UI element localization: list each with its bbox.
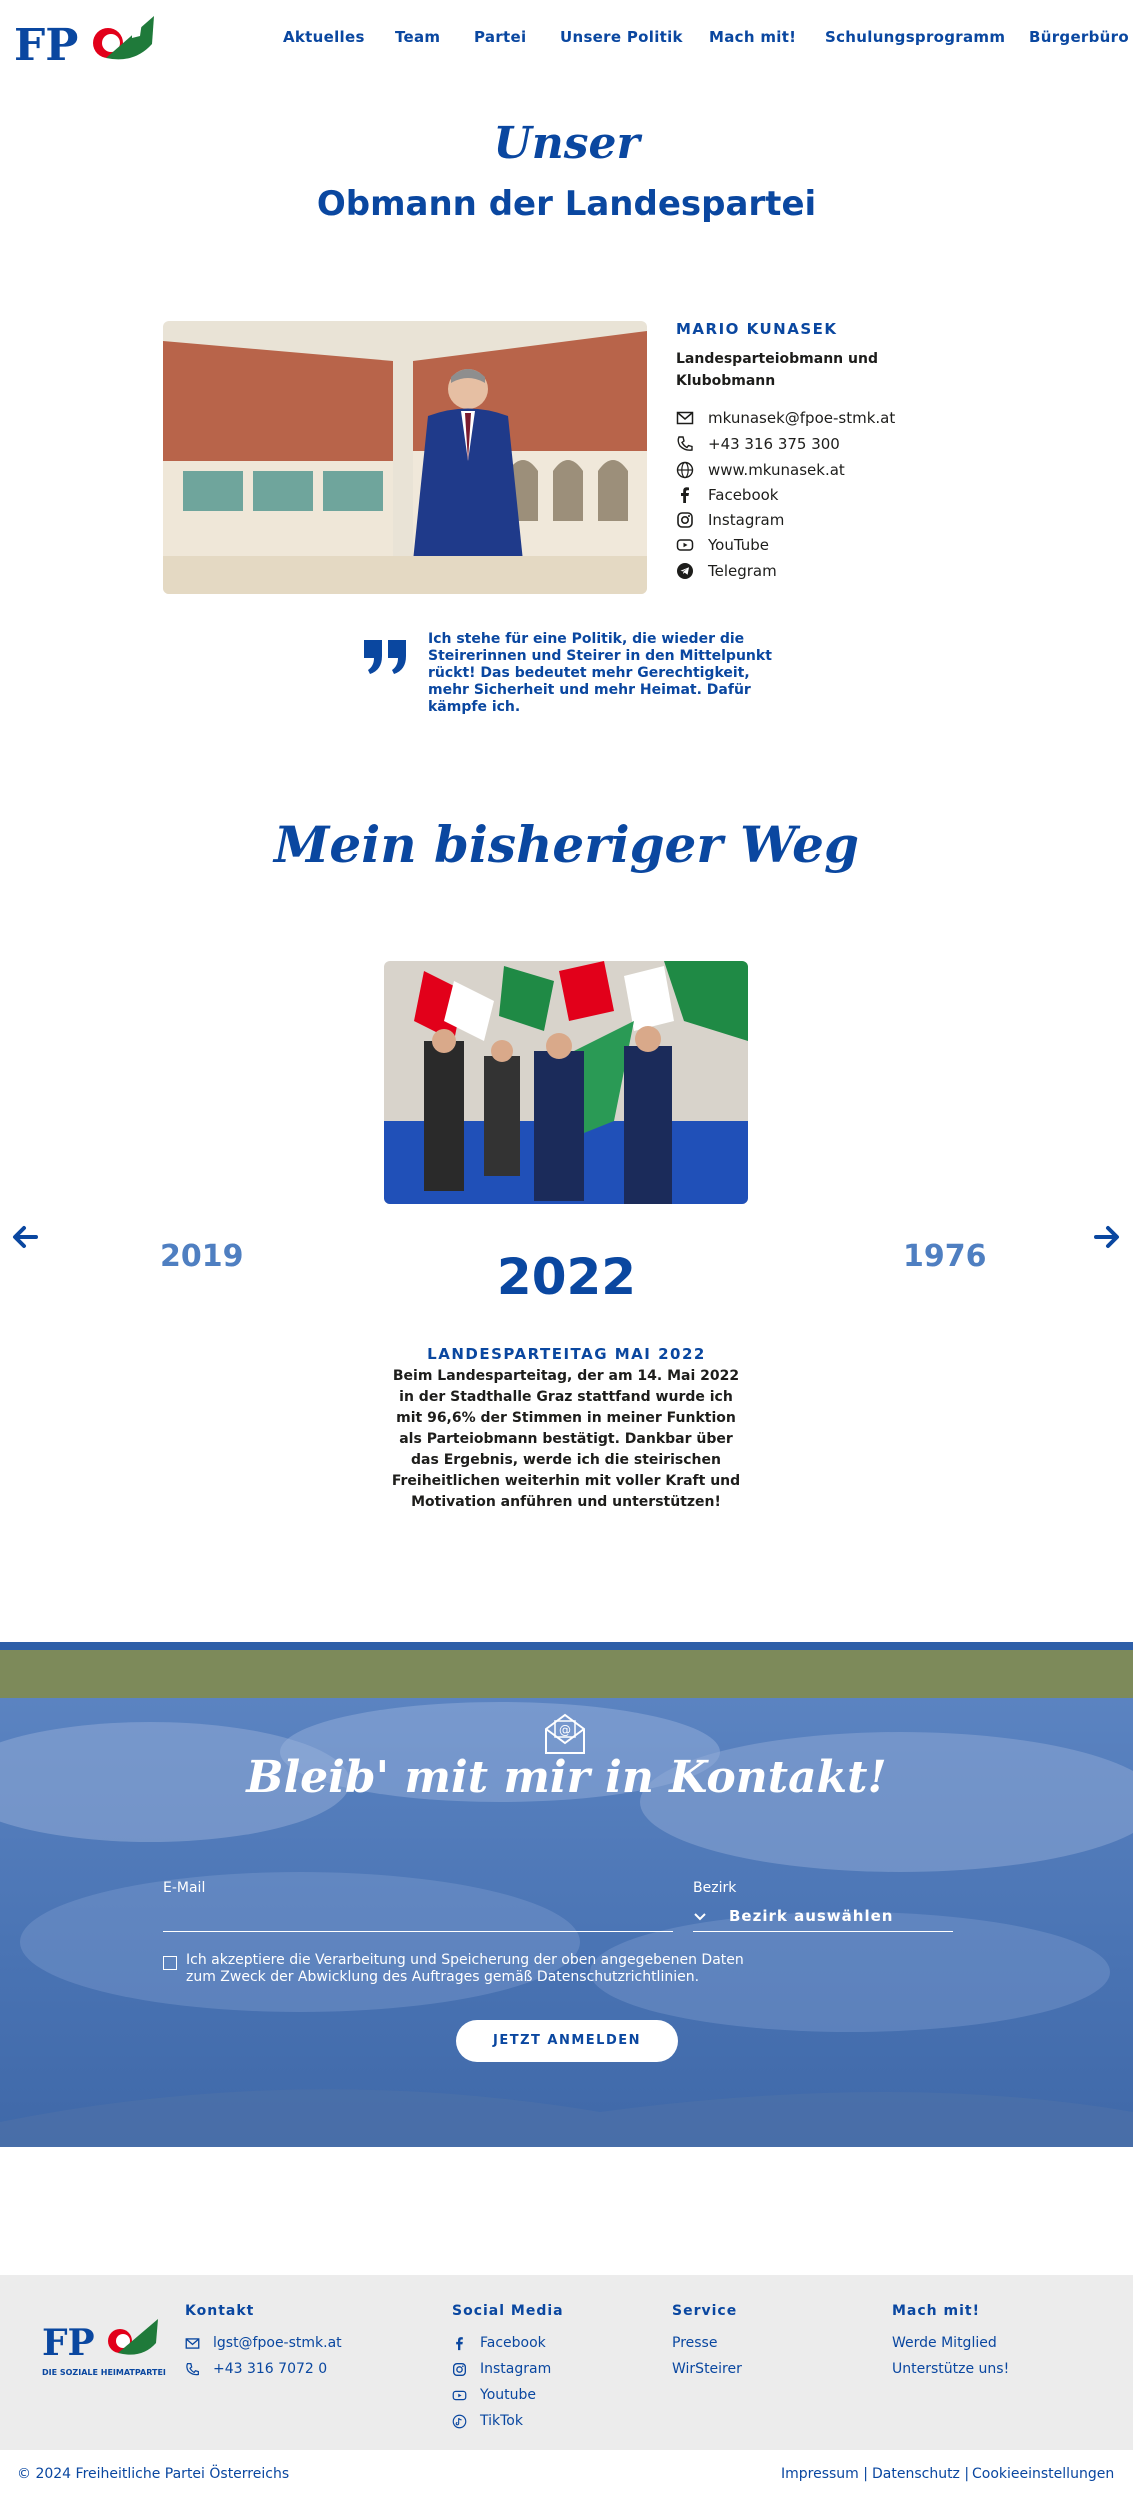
footer-presse[interactable]: Presse [672, 2335, 718, 2351]
globe-icon [676, 461, 694, 479]
contact-telegram-label: Telegram [708, 562, 777, 580]
svg-text:FP: FP [42, 2322, 95, 2361]
phone-icon [676, 435, 694, 453]
party-logo[interactable] [14, 14, 154, 66]
footer-logo[interactable] [42, 2317, 166, 2377]
timeline-event-title: LANDESPARTEITAG MAI 2022 [427, 1345, 706, 1363]
contact-facebook[interactable] [676, 484, 778, 506]
footer-email-label: lgst@fpoe-stmk.at [213, 2335, 342, 2351]
email-input[interactable] [163, 1898, 673, 1930]
nav-partei[interactable]: Partei [474, 28, 527, 46]
footer-email[interactable] [185, 2335, 342, 2351]
youtube-icon [676, 536, 694, 554]
footer-wirsteirer[interactable]: WirSteirer [672, 2361, 742, 2377]
nav-mach-mit[interactable]: Mach mit! [709, 28, 797, 46]
profile-photo [163, 321, 647, 594]
nav-team[interactable]: Team [395, 28, 441, 46]
email-label: E-Mail [163, 1880, 206, 1896]
contact-website-label: www.mkunasek.at [708, 461, 845, 479]
footer-phone-label: +43 316 7072 0 [213, 2361, 328, 2377]
nav-unsere-politik[interactable]: Unsere Politik [560, 28, 683, 46]
phone-icon [185, 2362, 200, 2377]
footer-logo-caption: DIE SOZIALE HEIMATPARTEI [42, 2368, 166, 2377]
subscribe-button[interactable]: JETZT ANMELDEN [456, 2020, 678, 2062]
contact-telegram[interactable] [676, 560, 777, 582]
footer-kontakt-title: Kontakt [185, 2303, 255, 2319]
contact-youtube-label: YouTube [708, 536, 769, 554]
svg-text:FP: FP [14, 20, 79, 66]
consent-checkbox[interactable] [163, 1956, 177, 1970]
timeline-current-year: 2022 [496, 1248, 637, 1306]
nav-aktuelles[interactable]: Aktuelles [283, 28, 365, 46]
instagram-icon [676, 511, 694, 529]
quote-icon [362, 638, 410, 676]
footer-facebook-label: Facebook [480, 2335, 546, 2351]
footer-werde-mitglied[interactable]: Werde Mitglied [892, 2335, 997, 2351]
cookie-settings-link[interactable]: Cookieeinstellungen [972, 2466, 1115, 2482]
contact-email[interactable] [676, 407, 895, 429]
svg-text:@: @ [559, 1723, 571, 1737]
profile-name: MARIO KUNASEK [676, 320, 838, 338]
chevron-down-icon [693, 1909, 707, 1923]
mail-icon [676, 409, 694, 427]
page-title: Obmann der Landespartei [316, 184, 817, 224]
district-select-line [693, 1931, 953, 1932]
youtube-icon [452, 2388, 467, 2403]
footer-youtube[interactable] [452, 2387, 536, 2403]
district-label: Bezirk [693, 1880, 737, 1896]
newsletter-title: Bleib' mit mir in Kontakt! [246, 1752, 887, 1803]
mail-icon [185, 2336, 200, 2351]
instagram-icon [452, 2362, 467, 2377]
footer-instagram-label: Instagram [480, 2361, 552, 2377]
facebook-icon [452, 2336, 467, 2351]
consent-text: Ich akzeptiere die Verarbeitung und Speicherung der oben angegebenen Daten zum Zweck der Abwicklung des Auftrages gemäß Datenschutzrichtlinien. [186, 1952, 744, 1985]
footer-instagram[interactable] [452, 2361, 551, 2377]
timeline-photo [384, 961, 748, 1204]
contact-phone-label: +43 316 375 300 [708, 435, 840, 453]
contact-youtube[interactable] [676, 534, 769, 556]
intro-script-title: Unser [493, 118, 640, 169]
footer-tiktok-label: TikTok [480, 2413, 523, 2429]
email-input-line [163, 1931, 673, 1932]
tiktok-icon [452, 2414, 467, 2429]
footer-facebook[interactable] [452, 2335, 546, 2351]
facebook-icon [676, 486, 694, 504]
footer-youtube-label: Youtube [480, 2387, 536, 2403]
district-select-value: Bezirk auswählen [729, 1907, 894, 1925]
contact-phone[interactable] [676, 433, 840, 455]
telegram-icon [676, 562, 694, 580]
contact-facebook-label: Facebook [708, 486, 779, 504]
contact-email-label: mkunasek@fpoe-stmk.at [708, 409, 896, 427]
timeline-script-title: Mein bisheriger Weg [274, 815, 859, 874]
impressum-link[interactable]: Impressum | [781, 2466, 868, 2482]
footer-phone[interactable] [185, 2361, 327, 2377]
copyright: © 2024 Freiheitliche Partei Österreichs [17, 2466, 290, 2482]
profile-quote: Ich stehe für eine Politik, die wieder die Steirerinnen und Steirer in den Mittelpunkt rückt! Das bedeutet mehr Gerechtigkeit, mehr Sicherheit und mehr Heimat. Dafür kämpfe ich. [428, 631, 772, 715]
footer-social-title: Social Media [452, 2303, 564, 2319]
profile-role: Landesparteiobmann und Klubobmann [676, 351, 878, 389]
contact-instagram-label: Instagram [708, 511, 785, 529]
timeline-prev-year[interactable]: 2019 [160, 1239, 244, 1274]
footer-service-title: Service [672, 2303, 738, 2319]
datenschutz-link[interactable]: Datenschutz | [872, 2466, 970, 2482]
nav-schulungsprogramm[interactable]: Schulungsprogramm [825, 28, 1006, 46]
footer-tiktok[interactable] [452, 2413, 523, 2429]
footer-unterstuetze[interactable]: Unterstütze uns! [892, 2361, 1010, 2377]
footer-machmit-title: Mach mit! [892, 2303, 980, 2319]
timeline-next-year[interactable]: 1976 [903, 1239, 987, 1274]
contact-website[interactable] [676, 459, 845, 481]
contact-instagram[interactable] [676, 509, 784, 531]
district-select[interactable] [693, 1903, 953, 1929]
timeline-event-text: Beim Landesparteitag, der am 14. Mai 2022 in der Stadthalle Graz stattfand wurde ich mit 96,6% der Stimmen in meiner Funktion als Parteiobmann bestätigt. Dankbar über das Ergebnis, werde ich die steirischen Freiheitlichen weiterhin mit voller Kraft und Motivation anführen und unterstützen! [391, 1368, 741, 1510]
nav-buergerbuero[interactable]: Bürgerbüro [1029, 28, 1129, 46]
mail-envelope-icon [542, 1711, 588, 1757]
